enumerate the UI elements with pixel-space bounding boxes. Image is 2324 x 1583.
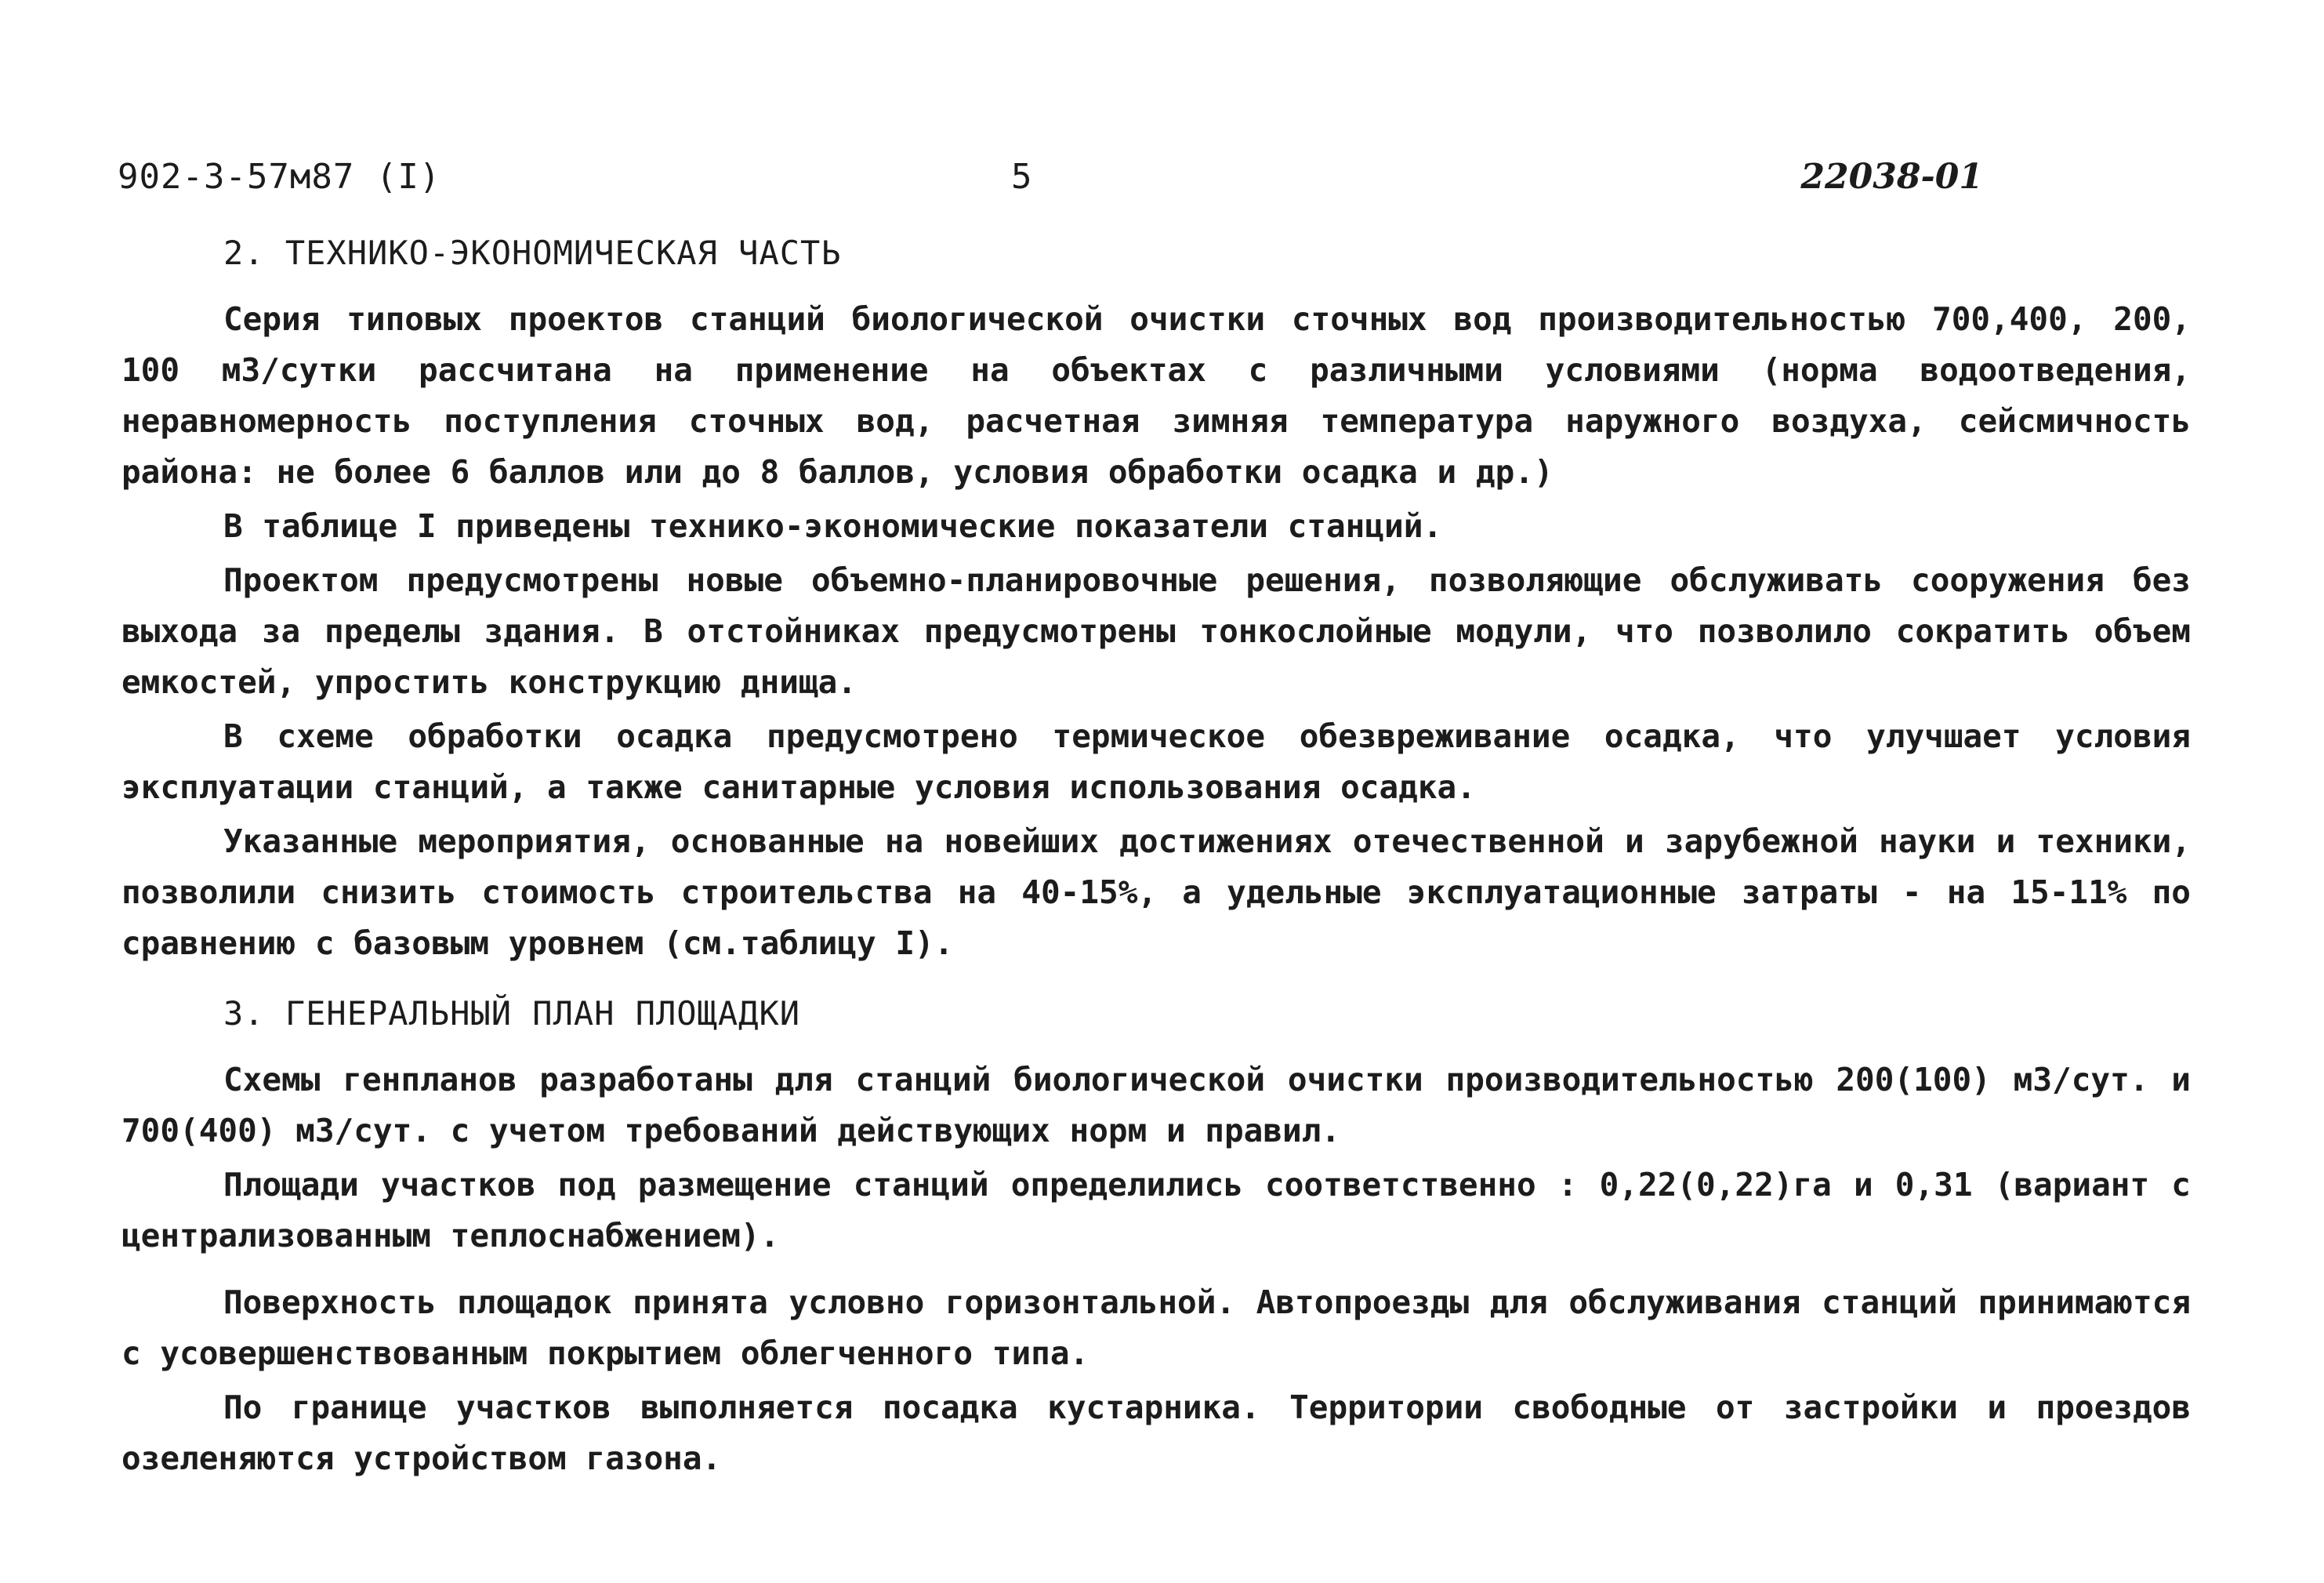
paragraph: Площади участков под размещение станций определились соответственно : 0,22(0,22)га и 0,31 (вариант с централизованным теплоснабжением).: [121, 1166, 2191, 1254]
document-body: [121, 227, 2191, 1487]
section-heading: 3. ГЕНЕРАЛЬНЫЙ ПЛАН ПЛОЩАДКИ: [223, 994, 801, 1033]
section-general-plan: [121, 988, 2191, 1484]
paragraph: Серия типовых проектов станций биологической очистки сточных вод производительностью 700,400, 200, 100 м3/сутки рассчитана на применение на объектах с различными условиями (норма водоотведения, неравномерность поступления сточных вод, расчетная зимняя температура наружного воздуха, сейсмичность района: не более 6 баллов или до 8 баллов, условия обработки осадка и др.): [121, 300, 2191, 491]
section-heading: 2. ТЕХНИКО-ЭКОНОМИЧЕСКАЯ ЧАСТЬ: [223, 234, 842, 272]
paragraph: Указанные мероприятия, основанные на новейших достижениях отечественной и зарубежной науки и техники, позволили снизить стоимость строительства на 40-15%, а удельные эксплуатационные затраты - на 15-11% по сравнению с базовым уровнем (см.таблицу I).: [121, 822, 2191, 962]
section-technical-economic: [121, 227, 2191, 969]
paragraph: В таблице I приведены технико-экономические показатели станций.: [223, 507, 1443, 545]
paragraph: По границе участков выполняется посадка кустарника. Территории свободные от застройки и проездов озеленяются устройством газона.: [121, 1389, 2191, 1477]
paragraph: В схеме обработки осадка предусмотрено термическое обезвреживание осадка, что улучшает условия эксплуатации станций, а также санитарные условия использования осадка.: [121, 717, 2191, 806]
page-header: [118, 157, 1983, 212]
paragraph: Схемы генпланов разработаны для станций биологической очистки производительностью 200(100) м3/сут. и 700(400) м3/сут. с учетом требований действующих норм и правил.: [121, 1061, 2191, 1149]
paragraph: Проектом предусмотрены новые объемно-планировочные решения, позволяющие обслуживать сооружения без выхода за пределы здания. В отстойниках предусмотрены тонкослойные модули, что позволило сократить объем емкостей, упростить конструкцию днища.: [121, 561, 2191, 701]
page-number: 5: [1011, 157, 1032, 197]
document-code: 902-3-57м87 (I): [118, 157, 441, 197]
paragraph: Поверхность площадок принята условно горизонтальной. Автопроезды для обслуживания станций принимаются с усовершенствованным покрытием облегченного типа.: [121, 1283, 2191, 1372]
archive-code: 22038-01: [1800, 157, 1983, 197]
